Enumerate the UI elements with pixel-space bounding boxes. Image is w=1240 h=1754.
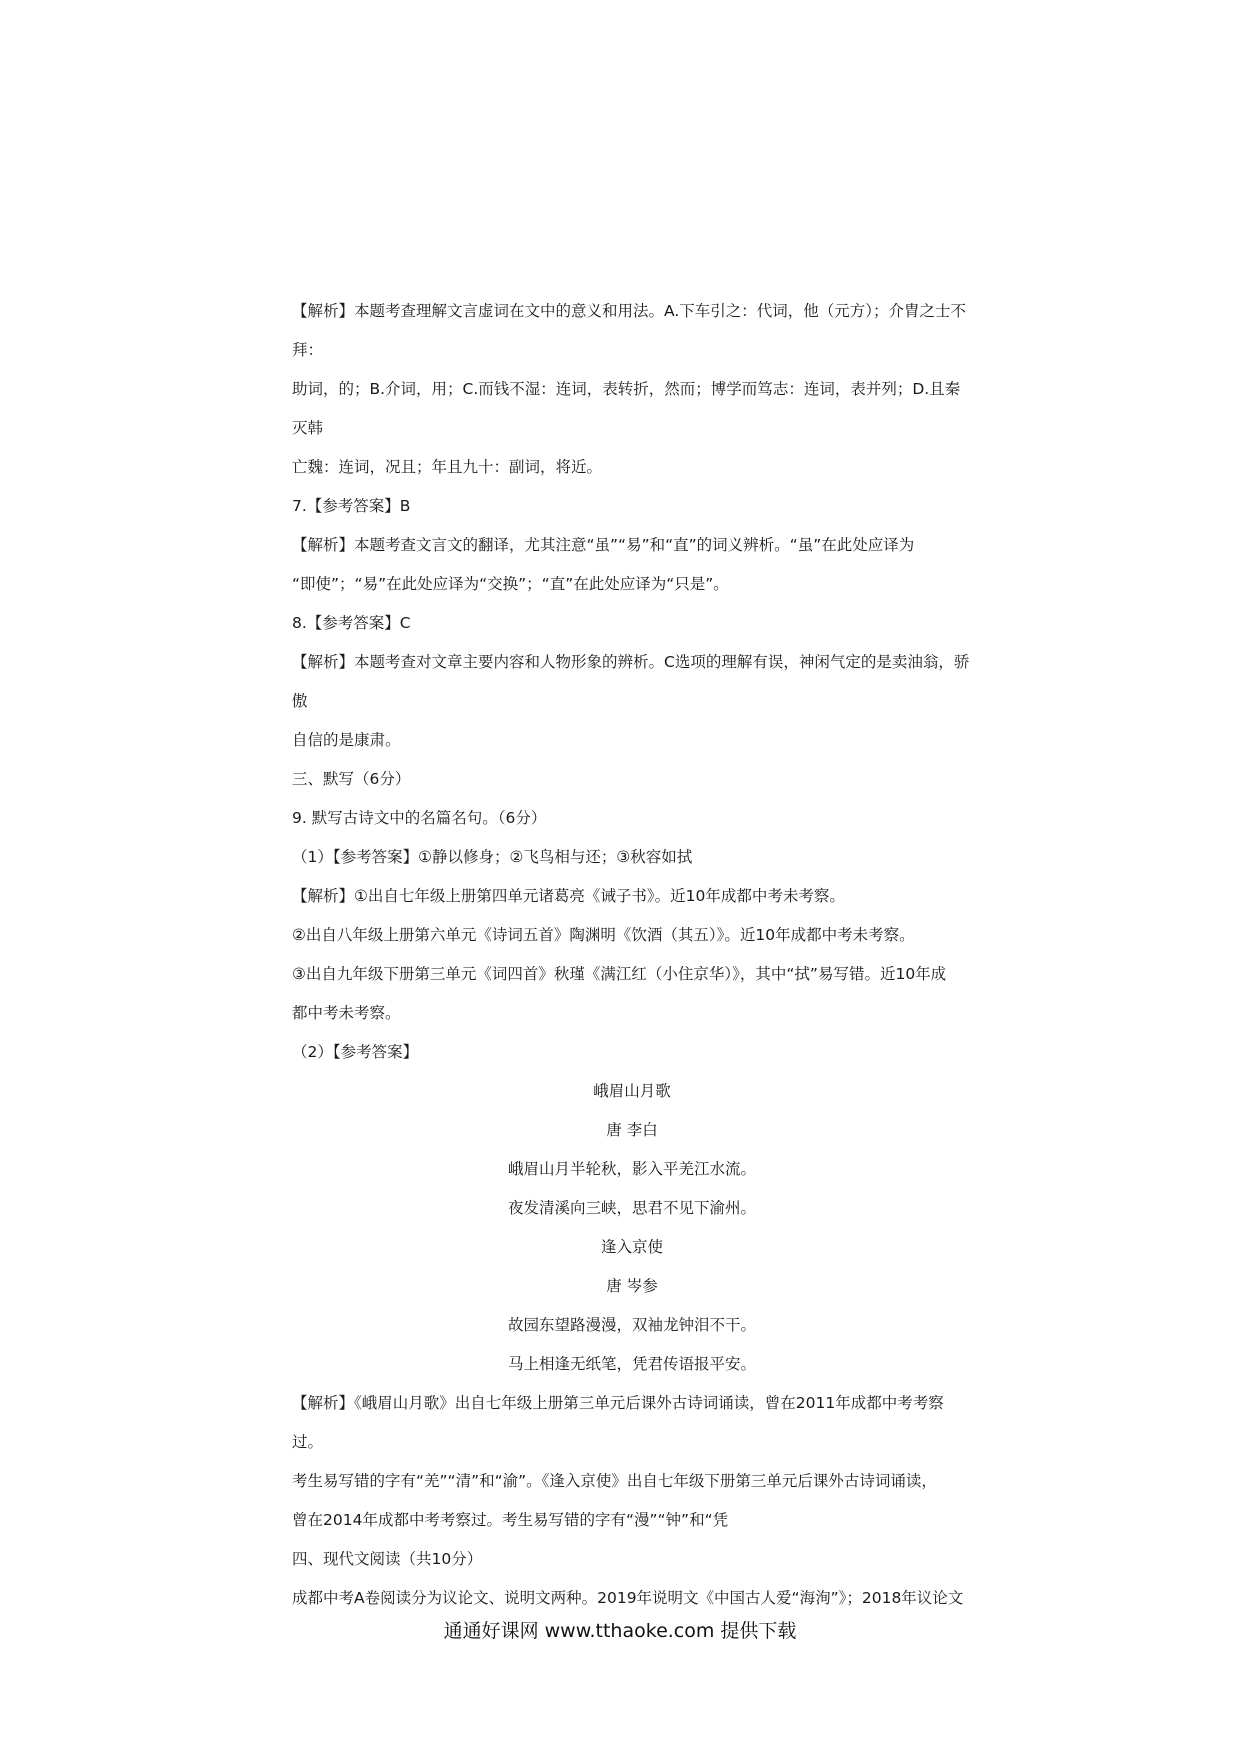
document-body: [292, 292, 972, 1618]
poem-line: 夜发清溪向三峡，思君不见下渝州。: [507, 1199, 756, 1217]
poem-author: 唐 李白: [606, 1121, 658, 1139]
analysis-line: 【解析】本题考查理解文言虚词在文中的意义和用法。A.下车引之：代词，他（元方）；介胄之士不拜：: [292, 302, 967, 359]
analysis-line: 考生易写错的字有“羌”“清”和“渝”。《逢入京使》出自七年级下册第三单元后课外古诗词诵读，: [292, 1472, 937, 1490]
analysis-line: 成都中考A卷阅读分为议论文、说明文两种。2019年说明文《中国古人爱“海洵”》；2018年议论文: [292, 1589, 964, 1607]
poem-line: 马上相逢无纸笔，凭君传语报平安。: [507, 1355, 756, 1373]
poem-title: 峨眉山月歌: [593, 1082, 671, 1100]
analysis-line: 【解析】《峨眉山月歌》出自七年级上册第三单元后课外古诗词诵读，曾在2011年成都中考考察过。: [292, 1394, 944, 1451]
section-heading: 四、现代文阅读（共10分）: [292, 1550, 483, 1568]
analysis-line: 亡魏：连词，况且；年且九十：副词，将近。: [292, 458, 603, 476]
poem-line: 故园东望路漫漫，双袖龙钟泪不干。: [507, 1316, 756, 1334]
poem-line: 峨眉山月半轮秋，影入平羌江水流。: [507, 1160, 756, 1178]
answer-heading: 8.【参考答案】C: [292, 614, 411, 632]
analysis-line: 助词，的；B.介词，用；C.而钱不湿：连词，表转折，然而；博学而笃志：连词，表并列；D.且秦灭韩: [292, 380, 961, 437]
analysis-line: ③出自九年级下册第三单元《词四首》秋瑾《满江红（小住京华）》，其中“拭”易写错。近10年成: [292, 965, 947, 983]
answer-heading: （2）【参考答案】: [292, 1043, 419, 1061]
analysis-line: 【解析】本题考查对文章主要内容和人物形象的辨析。C选项的理解有误，神闲气定的是卖油翁，骄傲: [292, 653, 970, 710]
analysis-line: 自信的是康肃。: [292, 731, 401, 749]
analysis-line: ②出自八年级上册第六单元《诗词五首》陶渊明《饮酒（其五）》。近10年成都中考未考察。: [292, 926, 915, 944]
poem-title: 逢入京使: [600, 1238, 663, 1256]
analysis-line: 【解析】本题考查文言文的翻译，尤其注意“虽”“易”和“直”的词义辨析。“虽”在此处应译为: [292, 536, 915, 554]
analysis-line: “即使”；“易”在此处应译为“交换”；“直”在此处应译为“只是”。: [292, 575, 729, 593]
poem-author: 唐 岑参: [606, 1277, 658, 1295]
answer-heading: （1）【参考答案】①静以修身；②飞鸟相与还；③秋容如拭: [292, 848, 693, 866]
page-footer: 通通好课网 www.tthaoke.com 提供下载: [443, 1620, 797, 1642]
question-line: 9. 默写古诗文中的名篇名句。（6分）: [292, 809, 547, 827]
analysis-line: 都中考未考察。: [292, 1004, 401, 1022]
analysis-line: 【解析】①出自七年级上册第四单元诸葛亮《诫子书》。近10年成都中考未考察。: [292, 887, 845, 905]
section-heading: 三、默写（6分）: [292, 770, 411, 788]
answer-heading: 7.【参考答案】B: [292, 497, 411, 515]
analysis-line: 曾在2014年成都中考考察过。考生易写错的字有“漫”“钟”和“凭: [292, 1511, 729, 1529]
